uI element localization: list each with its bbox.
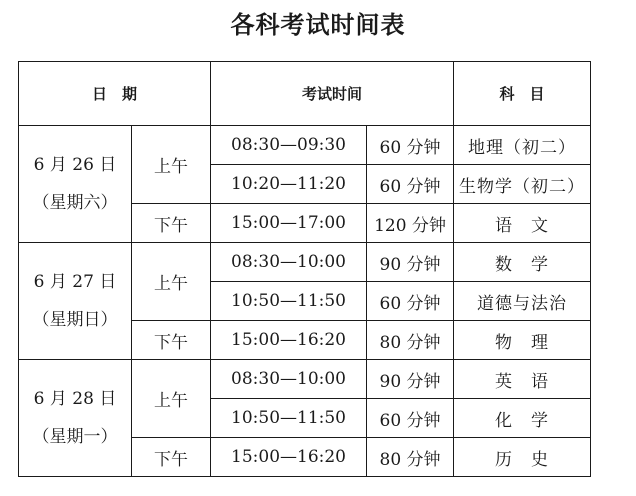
weekday-label: （星期一）: [32, 427, 118, 447]
weekday-label: （星期六）: [32, 193, 118, 213]
exam-duration: 60 分钟: [367, 282, 454, 321]
exam-duration: 120 分钟: [367, 204, 454, 243]
exam-time: 10:50—11:50: [211, 282, 367, 321]
table-row: [19, 126, 591, 165]
exam-subject: 英 语: [454, 360, 591, 399]
header-subject: 科 目: [454, 62, 591, 126]
exam-time: 15:00—17:00: [211, 204, 367, 243]
exam-time: 08:30—09:30: [211, 126, 367, 165]
date-label: 6 月 27 日: [33, 272, 117, 292]
half-day-afternoon: 下午: [132, 438, 211, 477]
exam-time: 08:30—10:00: [211, 360, 367, 399]
exam-subject: 化 学: [454, 399, 591, 438]
exam-subject: 数 学: [454, 243, 591, 282]
exam-subject: 地理（初二）: [454, 126, 591, 165]
half-day-morning: 上午: [132, 360, 211, 438]
exam-time: 15:00—16:20: [211, 438, 367, 477]
exam-schedule-table: [18, 61, 591, 477]
date-cell: [19, 126, 132, 243]
header-exam-time: 考试时间: [211, 62, 454, 126]
exam-time: 10:20—11:20: [211, 165, 367, 204]
half-day-morning: 上午: [132, 243, 211, 321]
header-date: 日 期: [19, 62, 211, 126]
page-title: 各科考试时间表: [230, 11, 406, 39]
exam-subject: 语 文: [454, 204, 591, 243]
half-day-morning: 上午: [132, 126, 211, 204]
exam-duration: 60 分钟: [367, 126, 454, 165]
table-row: [19, 243, 591, 282]
weekday-label: （星期日）: [32, 310, 118, 330]
date-cell: [19, 243, 132, 360]
date-label: 6 月 26 日: [33, 155, 117, 175]
exam-duration: 60 分钟: [367, 399, 454, 438]
date-label: 6 月 28 日: [33, 389, 117, 409]
exam-duration: 80 分钟: [367, 321, 454, 360]
exam-time: 10:50—11:50: [211, 399, 367, 438]
exam-time: 08:30—10:00: [211, 243, 367, 282]
exam-subject: 生物学（初二）: [454, 165, 591, 204]
exam-subject: 历 史: [454, 438, 591, 477]
exam-duration: 80 分钟: [367, 438, 454, 477]
date-cell: [19, 360, 132, 477]
half-day-afternoon: 下午: [132, 321, 211, 360]
table-row: [19, 360, 591, 399]
table-header-row: [19, 62, 591, 126]
exam-duration: 60 分钟: [367, 165, 454, 204]
half-day-afternoon: 下午: [132, 204, 211, 243]
exam-duration: 90 分钟: [367, 243, 454, 282]
exam-subject: 物 理: [454, 321, 591, 360]
exam-duration: 90 分钟: [367, 360, 454, 399]
exam-time: 15:00—16:20: [211, 321, 367, 360]
exam-subject: 道德与法治: [454, 282, 591, 321]
